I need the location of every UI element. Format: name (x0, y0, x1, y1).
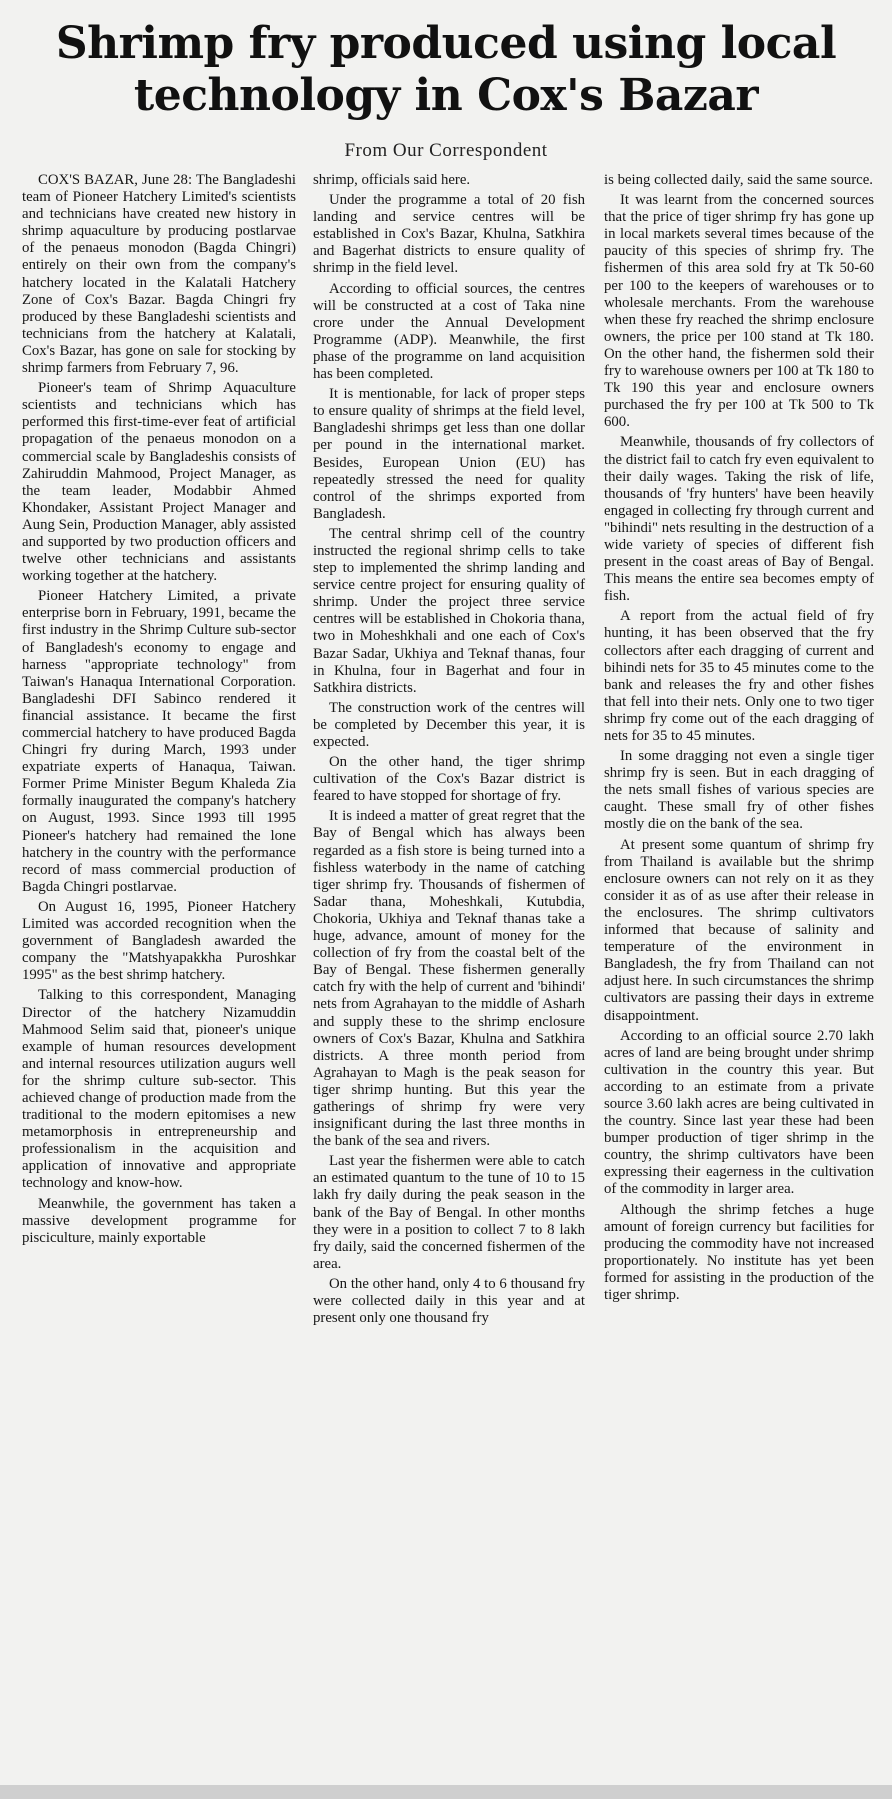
paragraph: On the other hand, only 4 to 6 thousand fry were collected daily in this year and at present only one thousand fry (313, 1275, 585, 1327)
paragraph: It is mentionable, for lack of proper steps to ensure quality of shrimps at the field level, Bangladeshi shrimps get less than one dollar per pound in the international market. Besides, European Union (EU) has repeatedly stressed the need for quality control of the shrimps exported from Bangladesh. (313, 386, 585, 522)
paragraph: A report from the actual field of fry hunting, it has been observed that the fry collectors after each dragging of current and bihindi nets for 35 to 45 minutes come to the bank and releases the fry and other fishes that fell into their nets. Only one to two tiger shrimp fry come out of the each dragging of nets for 35 to 45 minutes. (604, 608, 874, 744)
paragraph: Meanwhile, the government has taken a massive development programme for pisciculture, mainly exportable (22, 1195, 296, 1246)
paragraph: Pioneer Hatchery Limited, a private enterprise born in February, 1991, became the first industry in the Shrimp Culture sub-sector of Bangladesh's economy to engage and harness "appropriate technology" from Taiwan's Hanaqua International Corporation. Bangladeshi DFI Sabinco rendered it financial assistance. It became the first commercial hatchery to have produced Bagda Chingri fry during March, 1993 under expatriate experts of Hanaqua, Taiwan. Former Prime Minister Begum Khaleda Zia formally inaugurated the company's hatchery on August, 1993. Since 1993 till 1995 Pioneer's hatchery had remained the lone hatchery in the country with the performance record of mass commercial production of Bagda Chingri postlarvae. (22, 588, 296, 895)
paragraph: Talking to this correspondent, Managing Director of the hatchery Nizamuddin Mahmood Selim said that, pioneer's unique example of human resources development and internal resources utilization augurs well for the shrimp culture sub-sector. This achieved change of production made from the traditional to the modern epitomises a new metamorphosis in entrepreneurship and professionalism in the acquisition and application of innovative and appropriate technology and know-how. (22, 987, 296, 1192)
column-3 (604, 172, 874, 1307)
paragraph: Although the shrimp fetches a huge amount of foreign currency but facilities for producing the commodity have not increased proportionately. No institute has yet been formed for assisting in the production of the tiger shrimp. (604, 1201, 874, 1303)
column-1 (22, 172, 296, 1250)
column-2 (313, 172, 585, 1330)
paragraph: COX'S BAZAR, June 28: The Bangladeshi team of Pioneer Hatchery Limited's scientists and technicians have created new history in shrimp aquaculture by producing postlarvae of the penaeus monodon (Bagda Chingri) entirely on their own from the company's hatchery located in the Kalatali Hatchery Zone of Cox's Bazar. Bagda Chingri fry produced by these Bangladeshi scientists and technicians from the hatchery at Kalatali, Cox's Bazar, has gone on sale for stocking by shrimp farmers from February 7, 96. (22, 172, 296, 377)
page-edge-strip (0, 1785, 892, 1799)
paragraph: is being collected daily, said the same source. (604, 172, 873, 188)
paragraph: According to official sources, the centres will be constructed at a cost of Taka nine crore under the Annual Development Programme (ADP). Meanwhile, the first phase of the programme on land acquisition has been completed. (313, 280, 585, 383)
headline-line-2: technology in Cox's Bazar (133, 70, 759, 121)
paragraph: Under the programme a total of 20 fish landing and service centres will be established in Cox's Bazar, Khulna, Satkhira and Bagerhat districts to ensure quality of shrimp in the field level. (313, 192, 585, 277)
paragraph: According to an official source 2.70 lakh acres of land are being brought under shrimp cultivation in the country this year. But according to an estimate from a private source 3.60 lakh acres are being cultivated in the country. Since last year these had been bumper production of tiger shrimp in the country, the shrimp cultivators have been expressing their eagerness in the cultivation of the commodity in larger area. (604, 1027, 874, 1198)
paragraph: The central shrimp cell of the country instructed the regional shrimp cells to take step to implemented the shrimp landing and service centre project for ensuring quality of shrimp. Under the project three service centres will be established in Chokoria thana, two in Moheshkhali and one each of Cox's Bazar Sadar, Ukhiya and Teknaf thanas, four in Khulna, four in Bagerhat and four in Satkhira districts. (313, 525, 585, 696)
paragraph: In some dragging not even a single tiger shrimp fry is seen. But in each dragging of the nets small fishes of various species are caught. These small fry of other fishes mostly die on the bank of the sea. (604, 748, 874, 833)
paragraph: Meanwhile, thousands of fry collectors of the district fail to catch fry even equivalent to their daily wages. Taking the risk of life, thousands of 'fry hunters' have been heavily engaged in collecting fry through current and "bihindi" nets resulting in the destruction of a wide variety of species of different fish present in the coast areas of Bay of Bengal. This means the entire sea becomes empty of fish. (604, 434, 874, 605)
paragraph: On the other hand, the tiger shrimp cultivation of the Cox's Bazar district is feared to have stopped for shortage of fry. (313, 754, 585, 805)
paragraph: At present some quantum of shrimp fry from Thailand is available but the shrimp enclosure owners can not rely on it as they consider it as of as use after their release in the enclosures. The shrimp cultivators informed that because of salinity and temperature of the environment in Bangladesh, the fry from Thailand can not adjust here. In such circumstances the shrimp cultivators are passing their days in extreme disappointment. (604, 836, 874, 1024)
headline (14, 18, 878, 122)
byline: From Our Correspondent (344, 140, 548, 161)
paragraph: It was learnt from the concerned sources that the price of tiger shrimp fry has gone up in local markets several times because of the paucity of this species of shrimp fry. The fishermen of this area sold fry at Tk 50-60 per 100 to the keepers of warehouses or to wholesale merchants. From the warehouse when these fry reached the shrimp enclosure owners, the price per 100 stand at Tk 180. On the other hand, the fishermen sold their fry to warehouse owners per 100 at Tk 180 to Tk 190 this year and enclosure owners purchased the fry per 100 at Tk 500 to Tk 600. (604, 192, 874, 431)
paragraph: shrimp, officials said here. (313, 172, 471, 188)
paragraph: The construction work of the centres will be completed by December this year, it is expected. (313, 699, 585, 750)
paragraph: Last year the fishermen were able to catch an estimated quantum to the tune of 10 to 15 lakh fry daily during the peak season in the bank of the Bay of Bengal. In other months they were in a position to collect 7 to 8 lakh fry daily, said the concerned fishermen of the area. (313, 1153, 585, 1272)
headline-line-1: Shrimp fry produced using local (55, 18, 837, 69)
paragraph: It is indeed a matter of great regret that the Bay of Bengal which has always been regarded as a fish store is being turned into a fishless waterbody in the name of catching tiger shrimp fry. Thousands of fishermen of Sadar thana, Moheshkali, Kutubdia, Chokoria, Ukhiya and Teknaf thanas take a huge, advance, amount of money for the collection of fry from the coastal belt of the Bay of Bengal. These fishermen generally catch fry with the help of current and 'bihindi' nets from Agrahayan to the middle of Asharh and supply these to the shrimp enclosure owners of Cox's Bazar, Khulna and Satkhira districts. A three month period from Agrahayan to Magh is the peak season for tiger shrimp hunting. But this year the gatherings of shrimp fry were very insignificant during the last three months in the bank of the sea and rivers. (313, 808, 585, 1150)
paragraph: On August 16, 1995, Pioneer Hatchery Limited was accorded recognition when the government of Bangladesh awarded the company the "Matshyapakkha Puroshkar 1995" as the best shrimp hatchery. (22, 898, 296, 984)
paragraph: Pioneer's team of Shrimp Aquaculture scientists and technicians which has performed this first-time-ever feat of artificial propagation of the penaeus monodon on a commercial scale by Bangladeshis consists of Zahiruddin Mahmood, Project Manager, as the team leader, Modabbir Ahmed Khondaker, Assistant Project Manager and Aung Sein, Production Manager, ably assisted and supported by two production officers and twelve other technicians and assistants working together at the hatchery. (22, 380, 296, 585)
